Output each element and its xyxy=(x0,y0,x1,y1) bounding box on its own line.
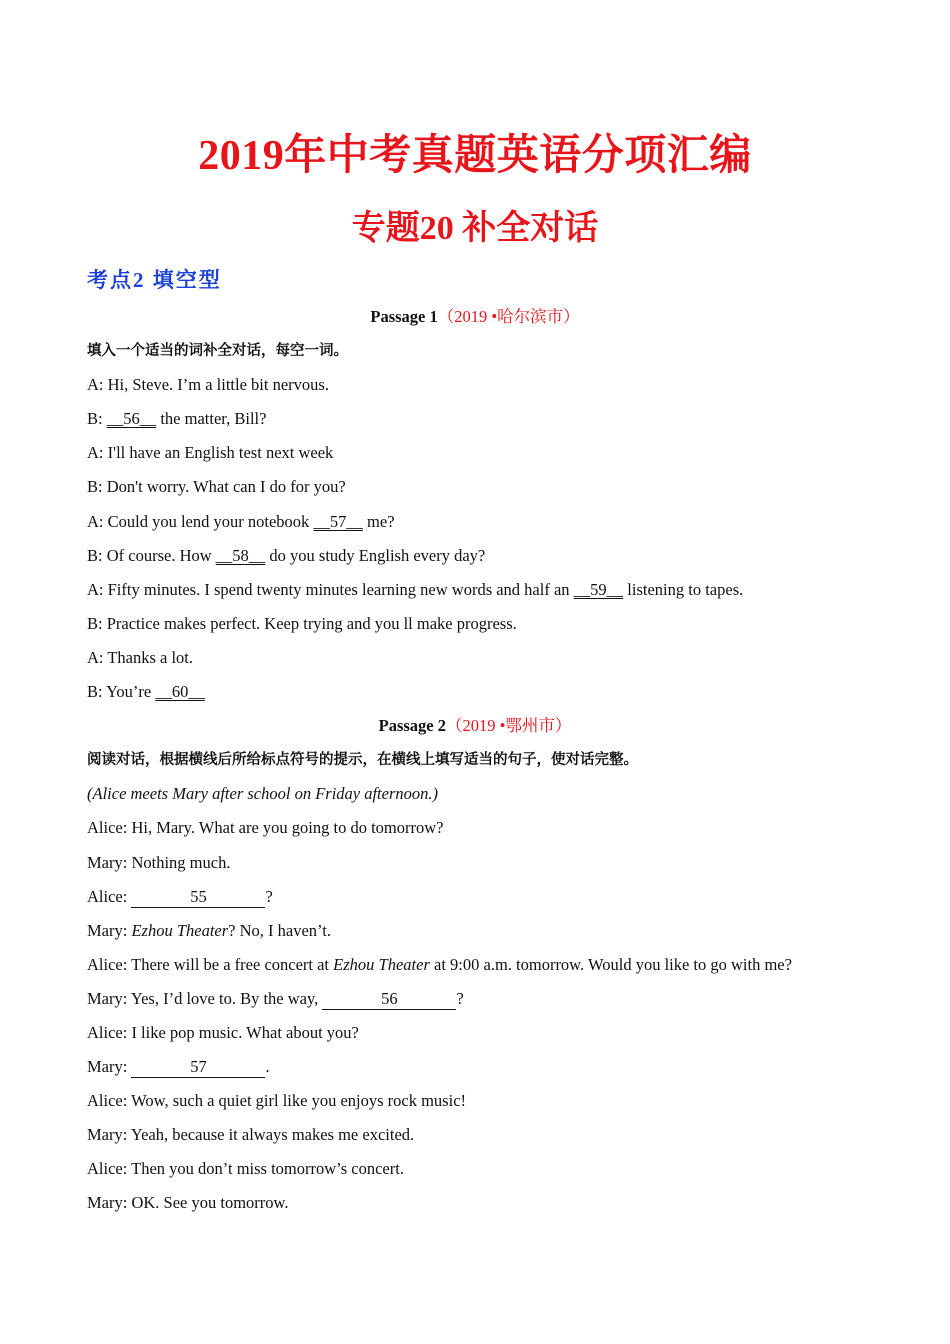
dialogue-line: B: Practice makes perfect. Keep trying and you ll make progress. xyxy=(87,613,517,633)
passage1-label: Passage 1 xyxy=(370,307,438,326)
passage1-source: （2019 •哈尔滨市） xyxy=(437,307,580,326)
dialogue-line: Alice: 55 ? xyxy=(87,886,273,906)
passage2-source: （2019 •鄂州市） xyxy=(445,716,572,736)
dialogue-line: Alice: Hi, Mary. What are you going to do tomorrow? xyxy=(87,818,444,838)
dialogue-line: B: Don't worry. What can I do for you? xyxy=(87,477,346,497)
answer-blank-57: __57__ xyxy=(313,511,363,531)
dialogue-line: Alice: I like pop music. What about you? xyxy=(87,1022,359,1042)
answer-blank-58: __58__ xyxy=(215,545,266,565)
dialogue-line: Alice: Wow, such a quiet girl like you enjoys rock music! xyxy=(87,1091,467,1111)
dialogue-line: Mary: Yes, I’d love to. By the way, 56 ? xyxy=(87,988,464,1008)
dialogue-line: A: Thanks a lot. xyxy=(87,647,194,667)
answer-blank-57b: 57 xyxy=(131,1057,265,1078)
dialogue-line: Mary: Nothing much. xyxy=(87,852,231,872)
dialogue-line: A: Fifty minutes. I spend twenty minutes learning new words and half an __59__ listening to tapes. xyxy=(87,579,744,599)
answer-blank-55: 55 xyxy=(131,887,265,908)
document-body xyxy=(87,300,887,1221)
dialogue-line: B: __56__ the matter, Bill? xyxy=(87,409,267,429)
document-subtitle: 专题20 补全对话 xyxy=(351,210,599,247)
passage2-instruction: 阅读对话，根据横线后所给标点符号的提示，在横线上填写适当的句子，使对话完整。 xyxy=(87,752,638,769)
dialogue-line: Alice: There will be a free concert at Ezhou Theater at 9:00 a.m. tomorrow. Would you like to go with me? xyxy=(87,954,792,974)
answer-blank-56b: 56 xyxy=(322,989,456,1010)
dialogue-line: B: You’re __60__ xyxy=(87,682,205,702)
scene-description: (Alice meets Mary after school on Friday afternoon.) xyxy=(87,784,439,804)
passage1-heading xyxy=(87,300,863,334)
theater-name: Ezhou Theater xyxy=(131,920,229,940)
answer-blank-56: __56__ xyxy=(106,409,157,429)
dialogue-line: Alice: Then you don’t miss tomorrow’s concert. xyxy=(87,1159,404,1179)
dialogue-line: Mary: Ezhou Theater? No, I haven’t. xyxy=(87,920,331,940)
passage2-heading xyxy=(87,709,863,743)
document-title: 2019年中考真题英语分项汇编 xyxy=(198,133,752,179)
section-heading: 考点2 填空型 xyxy=(87,268,222,292)
dialogue-line: A: Could you lend your notebook __57__ me? xyxy=(87,511,395,531)
dialogue-line: A: I'll have an English test next week xyxy=(87,443,334,463)
dialogue-line: Mary: OK. See you tomorrow. xyxy=(87,1193,289,1213)
passage1-instruction: 填入一个适当的词补全对话，每空一词。 xyxy=(87,343,348,360)
theater-name: Ezhou Theater xyxy=(333,954,430,974)
dialogue-line: B: Of course. How __58__ do you study English every day? xyxy=(87,545,486,565)
dialogue-line: Mary: Yeah, because it always makes me excited. xyxy=(87,1125,415,1145)
dialogue-line: Mary: 57 . xyxy=(87,1057,270,1077)
answer-blank-59: __59__ xyxy=(573,579,624,599)
passage2-label: Passage 2 xyxy=(378,716,446,736)
answer-blank-60: __60__ xyxy=(155,682,205,702)
dialogue-line: A: Hi, Steve. I’m a little bit nervous. xyxy=(87,375,329,395)
